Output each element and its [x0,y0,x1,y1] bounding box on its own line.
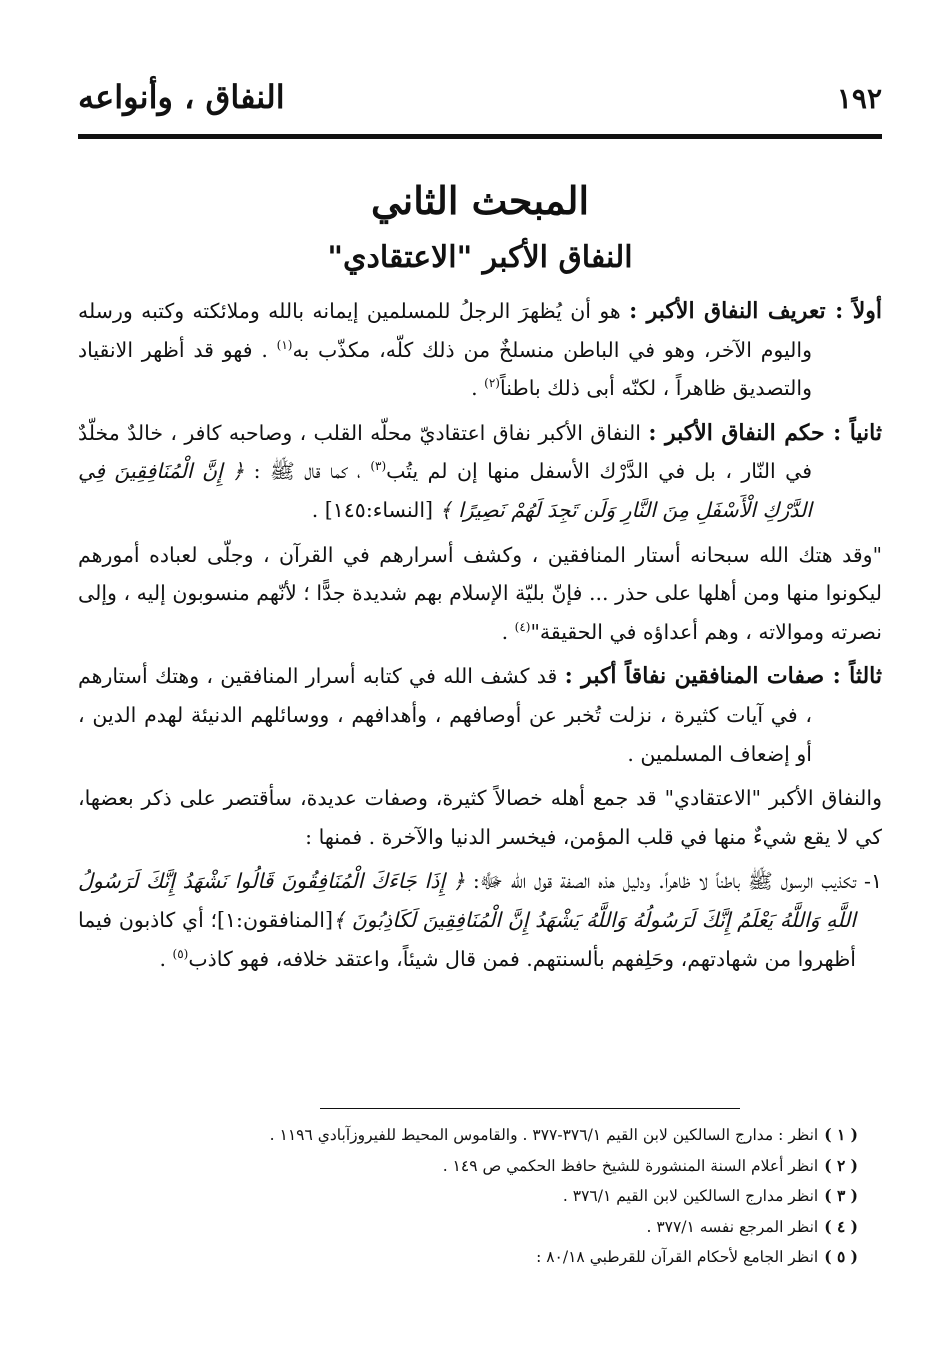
paragraph-lead: ثالثاً : صفات المنافقين نفاقاً أكبر : [564,663,882,690]
paragraph-text: النفاق الأكبر نفاق اعتقاديّ محلّه القلب ، وصاحبه كافر ، خالدٌ مخلّدٌ في النّار ، بل في الدَّرْك الأسفل منها إن لم يتُب [78,420,812,484]
footnote-ref[interactable]: (٢) [484,376,500,391]
paragraph-text: . [159,946,173,971]
paragraph-lead: أولاً : تعريف النفاق الأكبر : [629,298,882,324]
footnote [118,1212,858,1243]
footnote-number: ( ٢ ) [824,1155,858,1175]
footnote-number: ( ٤ ) [824,1216,858,1236]
paragraph-text: . فهو قد أظهر الانقياد والتصديق ظاهراً ، لكنّه أبى ذلك باطناً [78,337,812,401]
running-title: النفاق ، وأنواعه [78,78,285,116]
paragraph-text: قد كشف الله في كتابه أسرار المنافقين ، وهتك أستارهم ، في آيات كثيرة ، نزلت تُخبر عن أوصافهم ، وأهدافهم ، ووسائلهم الدنيئة لهدم الدين ، أو إضعاف المسلمين . [78,664,812,766]
body-text [78,292,882,984]
footnote-number: ( ١ ) [824,1125,858,1144]
footnote-text: انظر المرجع نفسه ٣٧٧/١ . [646,1217,819,1236]
footnote-text: انظر مدارج السالكين لابن القيم ٣٧٦/١ . [562,1187,819,1205]
list-item [78,862,882,978]
paragraph-text: . [501,619,515,644]
footnote [118,1181,858,1212]
section-title: النفاق الأكبر "الاعتقادي" [327,240,633,275]
footnote-number: ( ٥ ) [824,1247,858,1266]
paragraph-quote [78,536,882,652]
footnote-ref[interactable]: (١) [276,337,293,352]
chapter-title: المبحث الثاني [370,178,590,223]
footnote [118,1242,858,1273]
footnote-ref[interactable]: (٣) [370,459,387,474]
footnote-rule [320,1108,740,1109]
running-header [78,72,882,124]
paragraph-intro-list [78,779,882,856]
paragraph-ruling [78,414,882,530]
header-rule [78,134,882,139]
footnote-ref[interactable]: (٥) [172,946,189,961]
footnotes [118,1120,858,1273]
paragraph-text: "وقد هتك الله سبحانه أستار المنافقين ، وكشف أسرارهم في القرآن ، وجلّى لعباده أمورهم ليكونوا منها ومن أهلها على حذر ... فإنّ بليّة الإسلام بهم شديدة جدًّا ؛ لأنّهم منسوبون إليه ، وإلى نصرته وموالاته ، وهم أعداؤه في الحقيقة" [78,542,882,644]
paragraph-text: ، كما قال ﷺ : [244,459,371,484]
paragraph-text: والنفاق الأكبر "الاعتقادي" قد جمع أهله خصالاً كثيرة، وصفات عديدة، سأقتصر على ذكر بعضها، كي لا يقع شيءٌ منها في قلب المؤمن، فيخسر الدنيا والآخرة . فمنها : [78,786,882,849]
paragraph-text: [النساء:١٤٥] . [311,497,440,522]
quran-verse: ﴿ إِنَّ الْمُنَافِقِينَ فِي الدَّرْكِ الْأَسْفَلِ مِنَ النَّارِ وَلَن تَجِدَ لَهُمْ نَصِيرًا ﴾ [78,459,812,522]
quran-verse: ﴿ إِذَا جَاءَكَ الْمُنَافِقُونَ قَالُوا نَشْهَدُ إِنَّكَ لَرَسُولُ اللَّهِ وَاللَّهُ يَعْلَمُ إِنَّكَ لَرَسُولُهُ وَاللَّهُ يَشْهَدُ إِنَّ الْمُنَافِقِينَ لَكَاذِبُونَ ﴾ [78,869,857,932]
footnote [118,1151,858,1182]
paragraph-definition [78,292,882,408]
footnote-ref[interactable]: (٤) [514,619,531,634]
footnote-number: ( ٣ ) [824,1186,858,1205]
footnote [118,1120,858,1151]
paragraph-text: . [471,376,485,401]
footnote-text: انظر : مدارج السالكين لابن القيم ٣٧٦/١-٣٧٧ . والقاموس المحيط للفيروزآبادي ١١٩٦ . [269,1126,819,1144]
footnote-text: انظر الجامع لأحكام القرآن للقرطبي ٨٠/١٨ : [536,1248,819,1266]
paragraph-text: هو أن يُظهرَ الرجلُ للمسلمين إيمانه بالله وملائكته وكتبه ورسله واليوم الآخر، وهو في الباطن منسلخٌ من ذلك كلّه، مكذّب به [78,299,813,362]
paragraph-text: [المنافقون:١]؛ أي كاذبون فيما أظهروا من شهادتهم، وحَلِفهم بألسنتهم. فمن قال شيئاً، واعتقد خلافه، فهو كاذب [78,907,856,971]
footnote-text: انظر أعلام السنة المنشورة للشيخ حافظ الحكمي ص ١٤٩ . [442,1156,819,1175]
paragraph-lead: ثانياً : حكم النفاق الأكبر : [648,419,882,446]
paragraph-traits [78,657,882,773]
paragraph-text: ١- تكذيب الرسول ﷺ باطناً لا ظاهراً. ودليل هذه الصفة قول الله ﷻ: [464,869,882,894]
page-number: ١٩٢ [836,82,882,115]
book-page [78,0,882,1366]
